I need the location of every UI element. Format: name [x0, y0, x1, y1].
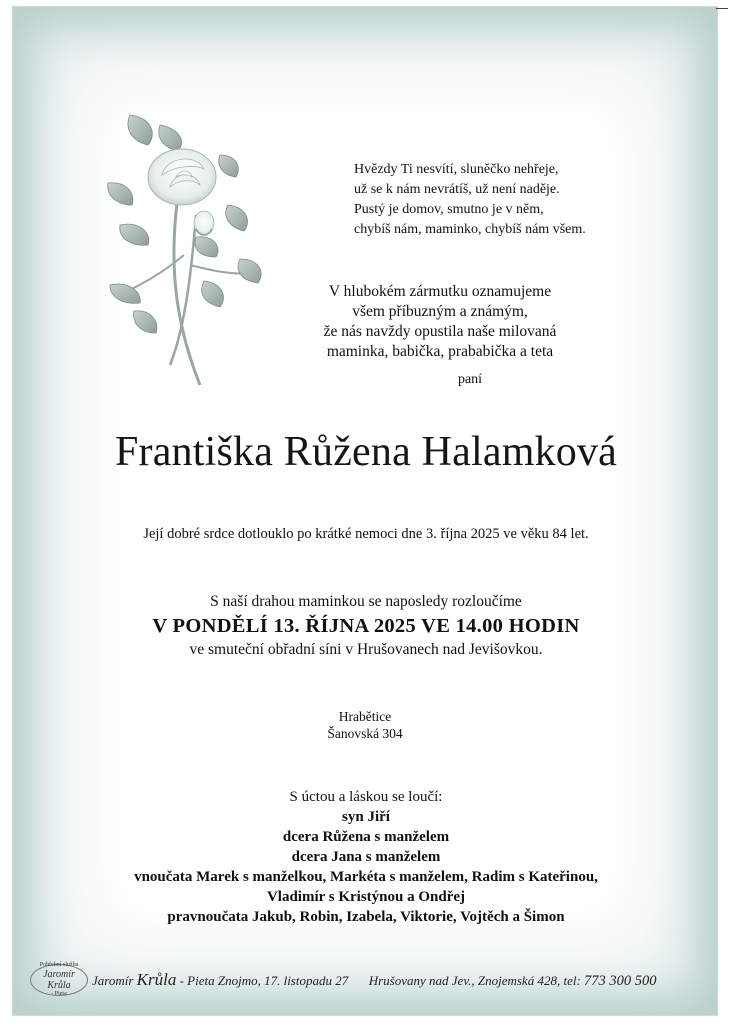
mourner-line: syn Jiří — [342, 809, 390, 825]
title-word: paní — [457, 372, 483, 387]
footer-name-first: Jaromír — [92, 973, 134, 988]
footer-name-last: Krůla — [136, 970, 177, 989]
poem-line: chybíš nám, maminko, chybíš nám všem. — [354, 222, 586, 237]
footer-branch-znojmo: - Pieta Znojmo, 17. listopadu 27 — [179, 973, 349, 988]
announcement-line: že nás navždy opustila naše milovaná — [323, 323, 557, 340]
farewell-date-time: V PONDĚLÍ 13. ŘÍJNA 2025 VE 14.00 HODIN — [152, 615, 580, 637]
mourner-line: dcera Jana s manželem — [291, 849, 441, 865]
footer-contact — [92, 970, 712, 990]
poem-line: Pustý je domov, smutno je v něm, — [354, 202, 544, 217]
address-town: Hrabětice — [338, 709, 392, 724]
funeral-service-logo — [30, 964, 88, 996]
announcement-line: maminka, babička, prababička a teta — [326, 343, 554, 360]
farewell-intro: S naší drahou maminkou se naposledy rozloučíme — [210, 593, 522, 610]
mourners-block — [40, 787, 692, 927]
mourners-intro: S úctou a láskou se loučí: — [289, 789, 443, 805]
poem-line: Hvězdy Ti nesvítí, sluněčko nehřeje, — [354, 162, 559, 177]
announcement — [290, 282, 590, 362]
logo-bottom-text: - Pieta — [51, 991, 67, 997]
poem-line: už se k nám nevrátíš, už není naděje. — [354, 182, 560, 197]
corner-mark — [716, 8, 728, 9]
footer — [24, 962, 714, 1002]
footer-branch-hrusovany: Hrušovany nad Jev., Znojemská 428, tel: — [368, 973, 581, 988]
poem — [354, 160, 624, 240]
mourner-line: vnoučata Marek s manželkou, Markéta s manželem, Radim s Kateřinou, — [134, 869, 598, 885]
family-address — [290, 708, 440, 742]
rose-illustration — [100, 105, 270, 395]
deceased-name: Františka Růžena Halamková — [114, 429, 618, 475]
mourner-line: Vladimír s Kristýnou a Ondřej — [266, 889, 466, 905]
address-street: Šanovská 304 — [327, 726, 403, 741]
mourner-line: dcera Růžena s manželem — [282, 829, 450, 845]
announcement-line: V hlubokém zármutku oznamujeme — [328, 283, 552, 300]
logo-main-text: Jaromír Krůla — [43, 969, 75, 991]
farewell-place: ve smuteční obřadní síni v Hrušovanech nad Jevišovkou. — [189, 641, 543, 658]
footer-phone: 773 300 500 — [584, 973, 657, 989]
logo-top-text: Pohřební služba — [39, 962, 79, 968]
farewell-block — [40, 592, 692, 660]
mourner-line: pravnoučata Jakub, Robin, Izabela, Viktorie, Vojtěch a Šimon — [167, 909, 565, 925]
announcement-line: všem příbuzným a známým, — [352, 303, 528, 320]
death-notice-line: Její dobré srdce dotlouklo po krátké nemoci dne 3. října 2025 ve věku 84 let. — [143, 526, 589, 542]
